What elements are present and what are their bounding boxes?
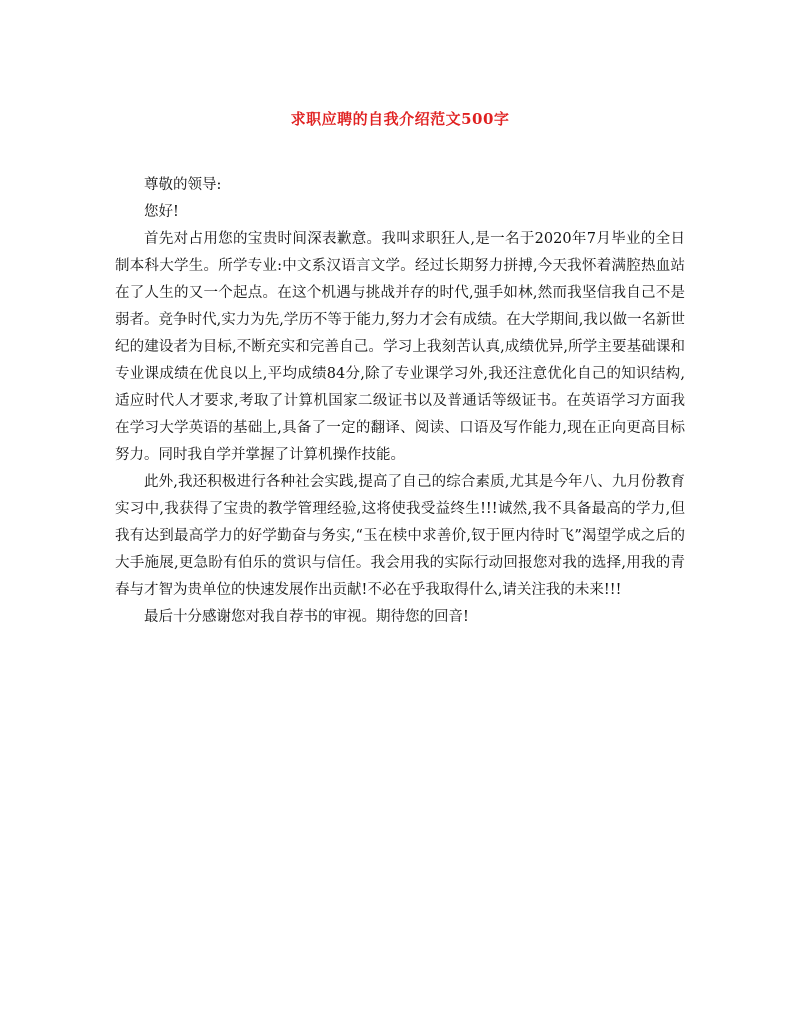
paragraph-1: 首先对占用您的宝贵时间深表歉意。我叫求职狂人,是一名于2020年7月毕业的全日制本科大学生。所学专业:中文系汉语言文学。经过长期努力拼搏,今天我怀着满腔热血站在了人生的又一个起点。在这个机遇与挑战并存的时代,强手如林,然而我坚信我自己不是弱者。竞争时代,实力为先,学历不等于能力,努力才会有成绩。在大学期间,我以做一名新世纪的建设者为目标,不断充实和完善自己。学习上我刻苦认真,成绩优异,所学主要基础课和专业课成绩在优良以上,平均成绩84分,除了专业课学习外,我还注意优化自己的知识结构,适应时代人才要求,考取了计算机国家二级证书以及普通话等级证书。在英语学习方面我在学习大学英语的基础上,具备了一定的翻译、阅读、口语及写作能力,现在正向更高目标努力。同时我自学并掌握了计算机操作技能。 — [115, 231, 685, 463]
document-body — [115, 172, 685, 631]
closing: 最后十分感谢您对我自荐书的审视。期待您的回音! — [144, 609, 469, 625]
document-title: 求职应聘的自我介绍范文500字 — [290, 110, 510, 128]
paragraph-2: 此外,我还积极进行各种社会实践,提高了自己的综合素质,尤其是今年八、九月份教育实习中,我获得了宝贵的教学管理经验,这将使我受益终生!!!诚然,我不具备最高的学力,但我有达到最高学力的好学勤奋与务实,“玉在椟中求善价,钗于匣内待时飞”渴望学成之后的大手施展,更急盼有伯乐的赏识与信任。我会用我的实际行动回报您对我的选择,用我的青春与才智为贵单位的快速发展作出贡献!不必在乎我取得什么,请关注我的未来!!! — [115, 474, 685, 598]
salutation: 尊敬的领导: — [144, 177, 222, 193]
greeting: 您好! — [144, 204, 179, 220]
